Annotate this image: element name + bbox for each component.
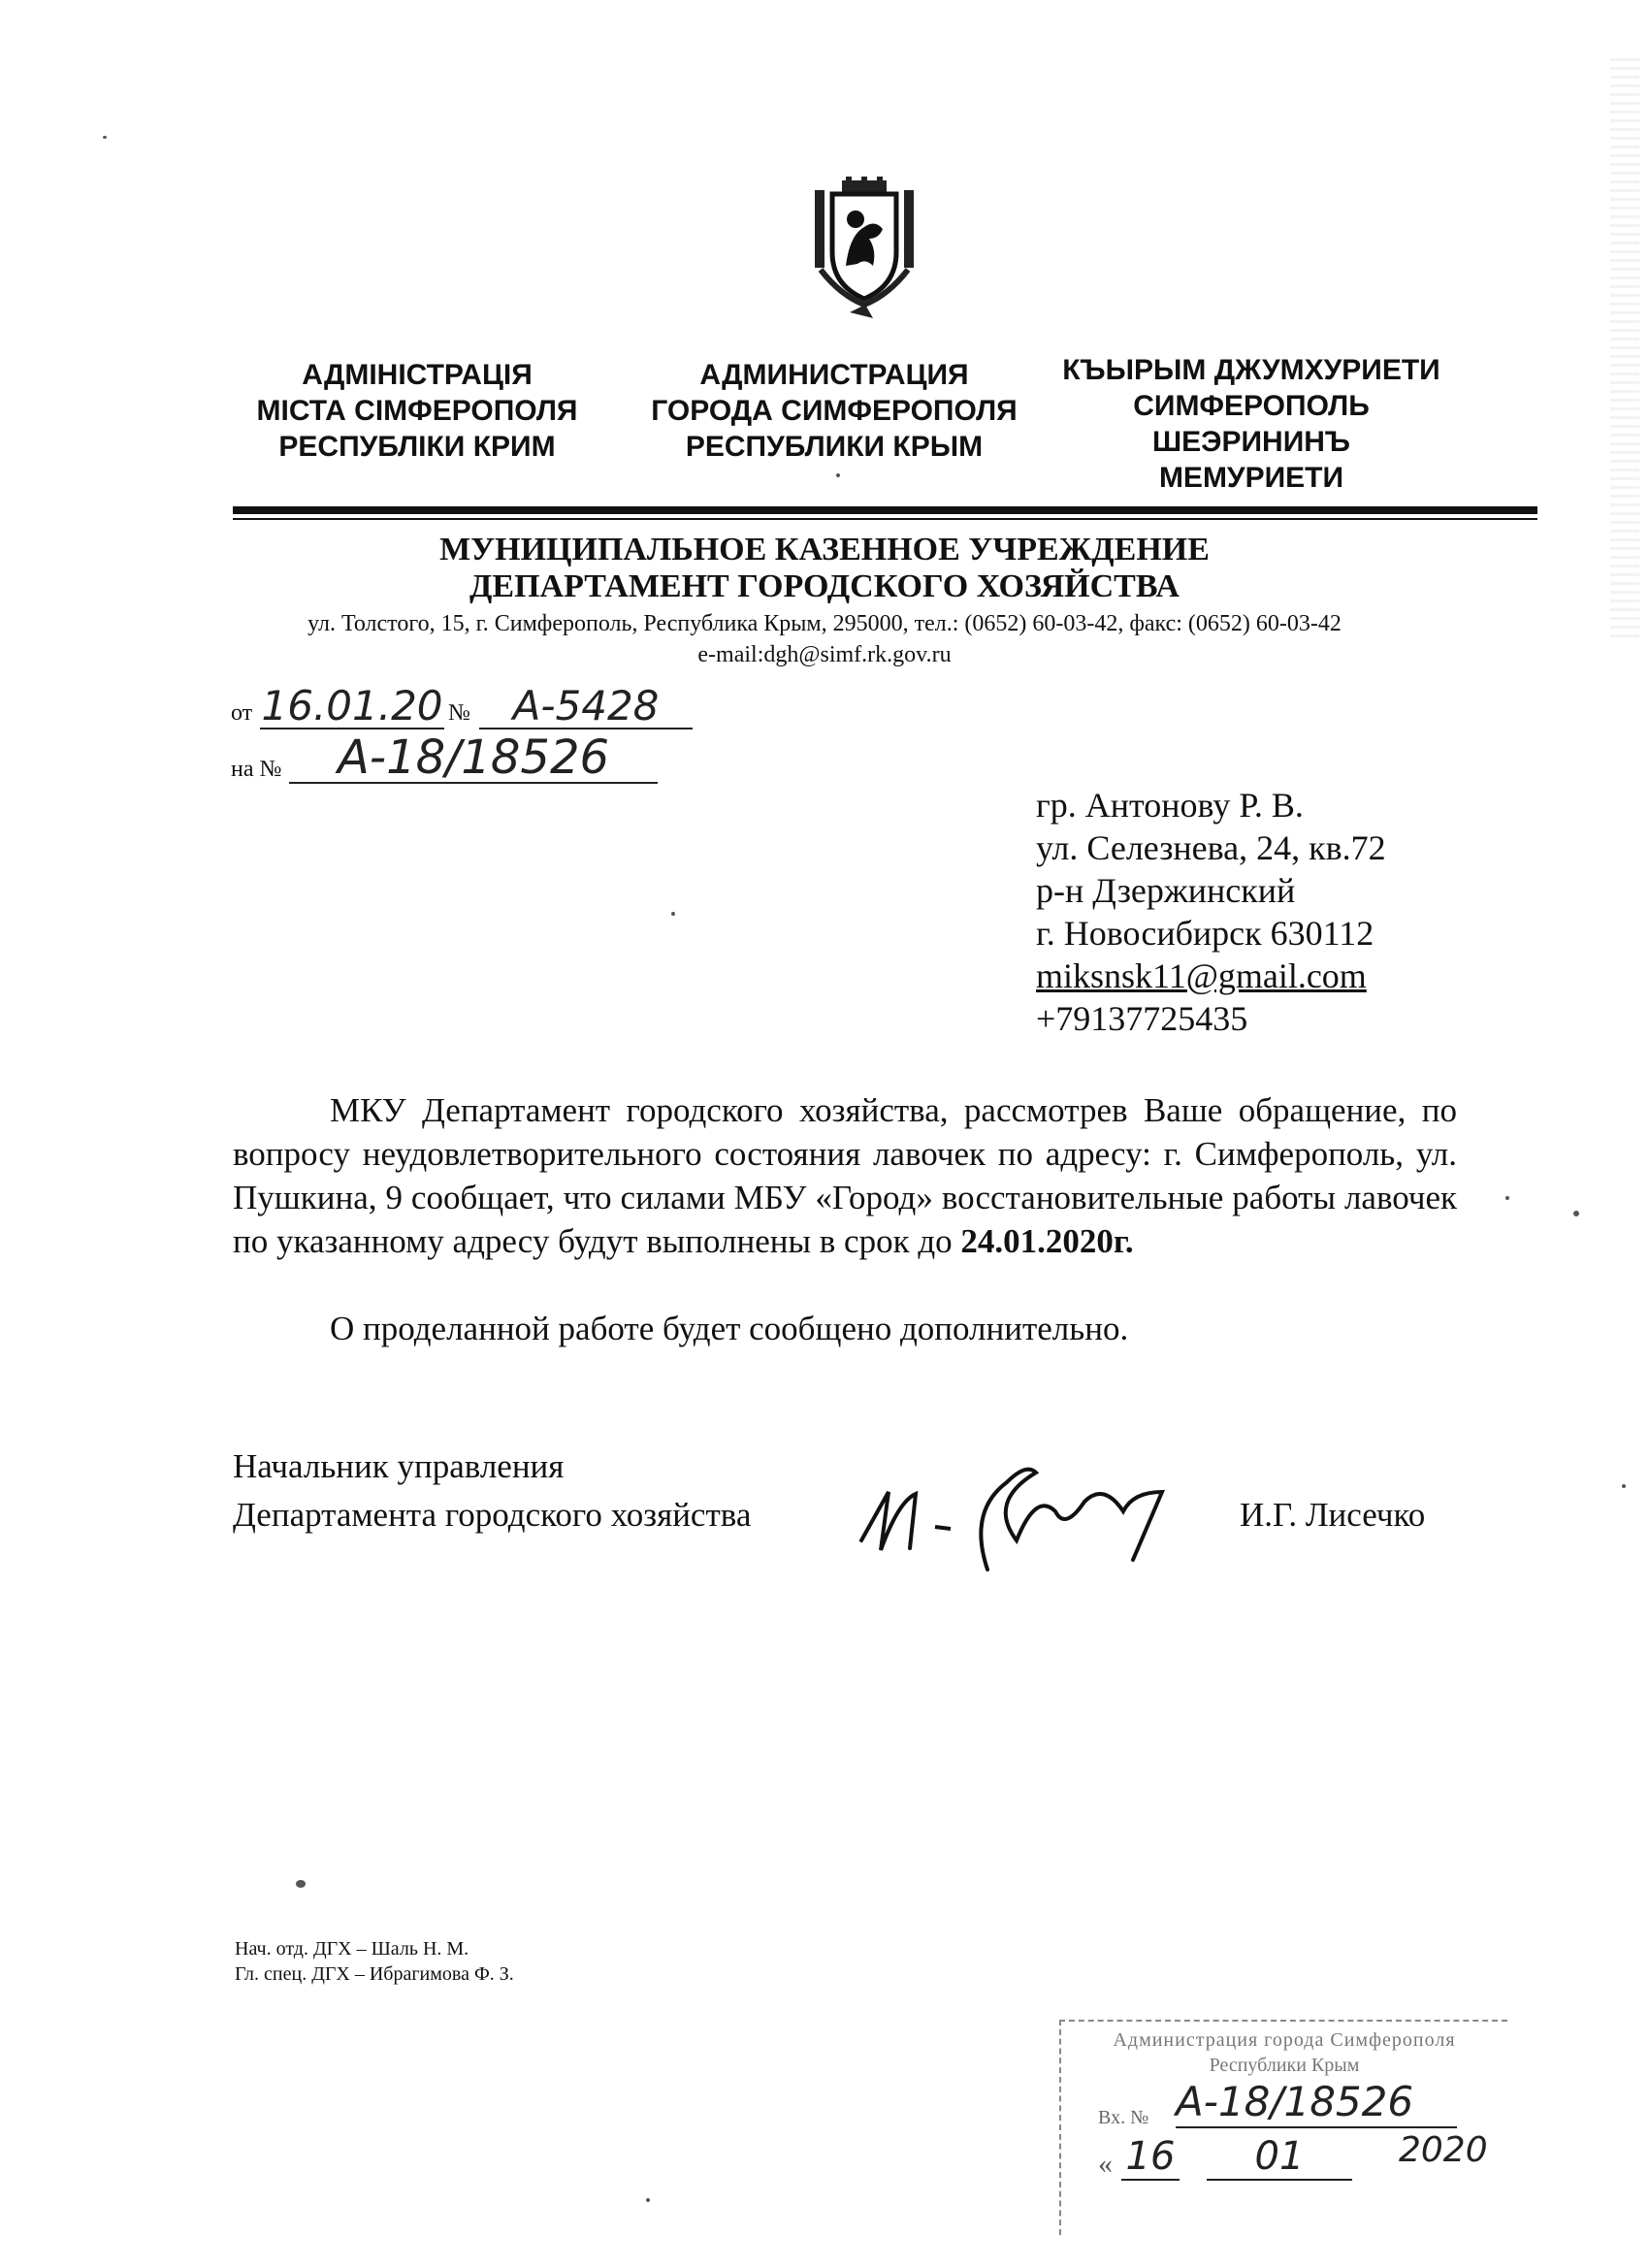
header-divider-thin (233, 518, 1537, 520)
institution-name-line1: МУНИЦИПАЛЬНОЕ КАЗЕННОЕ УЧРЕЖДЕНИЕ (439, 532, 1210, 567)
recipient-phone: +79137725435 (1036, 999, 1248, 1038)
stamp-date-day: 16 (1121, 2134, 1180, 2181)
header-crh-line: МЕМУРИЕТИ (1158, 462, 1344, 494)
outgoing-number: А-5428 (479, 685, 693, 729)
stamp-line-2: Республики Крым (1209, 2055, 1360, 2076)
executor-line-1: Нач. отд. ДГХ – Шаль Н. М. (235, 1938, 469, 1960)
header-rus-line: РЕСПУБЛИКИ КРЫМ (685, 431, 984, 463)
reference-number: А-18/18526 (289, 733, 658, 784)
executor-line-2: Гл. спец. ДГХ – Ибрагимова Ф. З. (235, 1963, 514, 1985)
outgoing-from-label: от (231, 700, 253, 726)
coat-of-arms-emblem (811, 177, 918, 322)
header-rus-line: ГОРОДА СИМФЕРОПОЛЯ (651, 395, 1018, 427)
reference-label: на № (231, 757, 282, 782)
header-crimean-tatar (1057, 352, 1445, 496)
header-crh-line: СИМФЕРОПОЛЬ (1133, 390, 1370, 422)
signatory-title-line2: Департамента городского хозяйства (233, 1496, 752, 1534)
header-ukr-line: РЕСПУБЛІКИ КРИМ (278, 431, 556, 463)
stamp-date-month: 01 (1207, 2134, 1352, 2181)
outgoing-date: 16.01.20 (261, 682, 443, 729)
header-ukr-line: АДМІНІСТРАЦІЯ (302, 359, 533, 391)
deadline-date: 24.01.2020г. (960, 1222, 1134, 1260)
stamp-in-number: А-18/18526 (1176, 2078, 1457, 2128)
incoming-stamp (1059, 2020, 1507, 2235)
header-crh-line: КЪЫРЫМ ДЖУМХУРИЕТИ (1062, 354, 1440, 386)
header-divider-thick (233, 506, 1537, 514)
recipient-block (1036, 784, 1386, 1040)
recipient-district: р-н Дзержинский (1036, 871, 1296, 910)
body-paragraph-2: О проделанной работе будет сообщено дополнительно. (330, 1310, 1129, 1347)
signatory-name: И.Г. Лисечко (1240, 1496, 1426, 1534)
header-russian (640, 357, 1028, 465)
header-ukrainian (247, 357, 587, 465)
handwritten-signature (842, 1434, 1230, 1579)
institution-email: e-mail:dgh@simf.rk.gov.ru (697, 642, 952, 667)
recipient-street: ул. Селезнева, 24, кв.72 (1036, 828, 1386, 867)
header-crh-line: ШЕЭРИНИНЪ (1151, 426, 1351, 458)
signatory-title-line1: Начальник управления (233, 1447, 565, 1485)
stamp-quote-open: « (1098, 2148, 1113, 2180)
stamp-date-year: 2020 (1399, 2130, 1488, 2170)
institution-name-line2: ДЕПАРТАМЕНТ ГОРОДСКОГО ХОЗЯЙСТВА (469, 568, 1180, 604)
header-rus-line: АДМИНИСТРАЦИЯ (699, 359, 969, 391)
body-paragraph-1 (233, 1088, 1457, 1263)
stamp-line-1: Администрация города Симферополя (1113, 2029, 1456, 2051)
recipient-city: г. Новосибирск 630112 (1036, 914, 1374, 953)
recipient-email[interactable]: miksnsk11@gmail.com (1036, 956, 1367, 995)
stamp-in-label: Вх. № (1098, 2107, 1149, 2128)
scan-edge-artifact (1610, 58, 1639, 640)
body-paragraph-1-text: МКУ Департамент городского хозяйства, рассмотрев Ваше обращение, по вопросу неудовлетворительного состояния лавочек по адресу: г. Симферополь, ул. Пушкина, 9 сообщает, что силами МБУ «Город» восстановительные работы лавочек по указанному адресу будут выполнены в срок до (233, 1091, 1457, 1260)
outgoing-number-label: № (448, 700, 470, 726)
institution-address: ул. Толстого, 15, г. Симферополь, Республика Крым, 295000, тел.: (0652) 60-03-42, факс: (0652) 60-03-42 (307, 611, 1342, 636)
recipient-name: гр. Антонову Р. В. (1036, 786, 1304, 825)
header-ukr-line: МІСТА СІМФЕРОПОЛЯ (256, 395, 578, 427)
